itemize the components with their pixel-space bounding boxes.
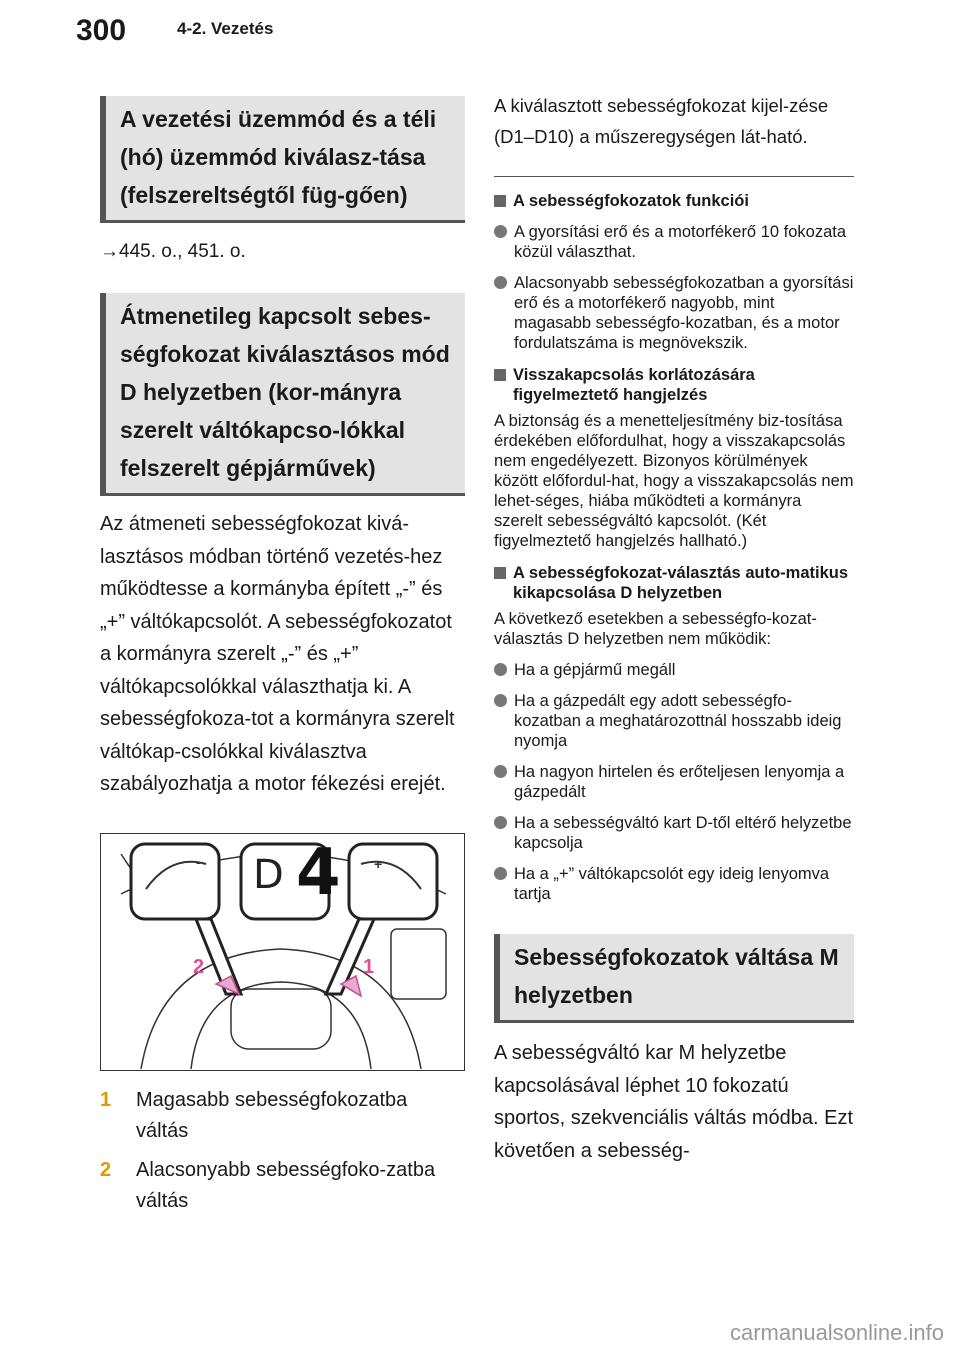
list-item: [494, 691, 854, 751]
list-item: [494, 813, 854, 853]
round-bullet-icon: [494, 225, 507, 238]
m-position-paragraph: A sebességváltó kar M helyzetbe kapcsolásával léphet 10 fokozatú sportos, szekvenciális váltás módba. Ezt követően a sebesség-: [494, 1042, 854, 1162]
right-column: [494, 90, 854, 1167]
callout-1: 1: [363, 955, 375, 978]
round-bullet-icon: [494, 276, 507, 289]
subheading-downshift-warning: [494, 365, 854, 405]
round-bullet-icon: [494, 867, 507, 880]
gear-display-intro: A kiválasztott sebességfokozat kijel-zése (D1–D10) a műszeregységen lát-ható.: [494, 95, 829, 147]
list-item-text: Ha a „+” váltókapcsolót egy ideig lenyomva tartja: [514, 865, 830, 903]
round-bullet-icon: [494, 765, 507, 778]
subheading-auto-cancel: [494, 563, 854, 603]
subheading-text: Visszakapcsolás korlátozására figyelmeztető hangjelzés: [513, 366, 755, 404]
legend-number: 2: [100, 1158, 112, 1181]
plus-symbol: +: [374, 855, 383, 872]
square-bullet-icon: [494, 369, 506, 381]
legend-item: [100, 1085, 465, 1147]
left-column: [100, 96, 465, 1217]
round-bullet-icon: [494, 816, 507, 829]
list-item-text: Ha nagyon hirtelen és erőteljesen lenyomja a gázpedált: [514, 763, 845, 801]
round-bullet-icon: [494, 694, 507, 707]
legend-text: Alacsonyabb sebességfoko-zatba váltás: [136, 1158, 436, 1212]
round-bullet-icon: [494, 663, 507, 676]
list-item: [494, 222, 854, 262]
list-item: [494, 762, 854, 802]
gear-number: 4: [296, 835, 341, 910]
heading-m-position: Sebességfokozatok váltása M helyzetben: [494, 934, 854, 1023]
list-item: [494, 660, 854, 680]
list-item-text: A gyorsítási erő és a motorfékerő 10 fokozata közül választhat.: [514, 223, 847, 261]
subheading-text: A sebességfokozat-választás auto-matikus kikapcsolása D helyzetben: [513, 564, 849, 602]
minus-symbol: -: [196, 853, 201, 870]
legend-number: 1: [100, 1088, 112, 1111]
auto-cancel-paragraph: A következő esetekben a sebességfo-kozat-választás D helyzetben nem működik:: [494, 610, 817, 648]
gear-mode-letter: D: [253, 851, 284, 898]
subheading-text: A sebességfokozatok funkciói: [513, 192, 749, 210]
temporary-gear-paragraph: Az átmeneti sebességfokozat kivá-lasztásos módban történő vezetés-hez működtesse a kormányba épített „-” és „+” váltókapcsolót. A sebességfokozatot a kormányra szerelt „-” és „+” váltókapcsolókkal választhatja ki. A sebességfokoza-tot a kormányra szerelt váltókap-csolókkal kiválasztva szabályozhatja a motor fékezési erejét.: [100, 513, 455, 795]
list-item: [494, 864, 854, 904]
list-item: [494, 273, 854, 353]
square-bullet-icon: [494, 195, 506, 207]
square-bullet-icon: [494, 567, 506, 579]
list-item-text: Ha a sebességváltó kart D-től eltérő helyzetbe kapcsolja: [514, 814, 852, 852]
heading-drive-mode: A vezetési üzemmód és a téli (hó) üzemmód kiválasz-tása (felszereltségtől füg-gően): [100, 96, 465, 223]
list-item-text: Alacsonyabb sebességfokozatban a gyorsítási erő és a motorfékerő nagyobb, mint magasabb sebességfo-kozatban, és a motor fordulatszáma is megnövekszik.: [514, 274, 854, 352]
page-reference: →445. o., 451. o.: [100, 241, 246, 262]
subheading-gear-functions: [494, 191, 854, 211]
page-number: 300: [76, 14, 127, 47]
steering-wheel-illustration: [100, 833, 465, 1071]
heading-temporary-gear: Átmenetileg kapcsolt sebes-ségfokozat kiválasztásos mód D helyzetben (kor-mányra szerelt váltókapcso-lókkal felszerelt gépjárművek): [100, 293, 465, 496]
section-title: 4-2. Vezetés: [177, 19, 274, 38]
callout-2: 2: [193, 955, 205, 978]
legend-item: [100, 1155, 465, 1217]
watermark: carmanualsonline.info: [729, 1320, 944, 1345]
list-item-text: Ha a gépjármű megáll: [514, 661, 676, 679]
divider: [494, 176, 854, 177]
legend-text: Magasabb sebességfokozatba váltás: [136, 1088, 408, 1142]
list-item-text: Ha a gázpedált egy adott sebességfo-kozatban a meghatározottnál hosszabb ideig nyomja: [514, 692, 842, 750]
downshift-paragraph: A biztonság és a menetteljesítmény biz-tosítása érdekében előfordulhat, hogy a visszakapcsolás nem engedélyezett. Bizonyos körülmények között előfordul-hat, hogy a visszakapcsolás nem lehet-séges, hiába működteti a kormányra szerelt sebességváltó kapcsolót. (Két figyelmeztető hangjelzés hallható.): [494, 412, 854, 550]
